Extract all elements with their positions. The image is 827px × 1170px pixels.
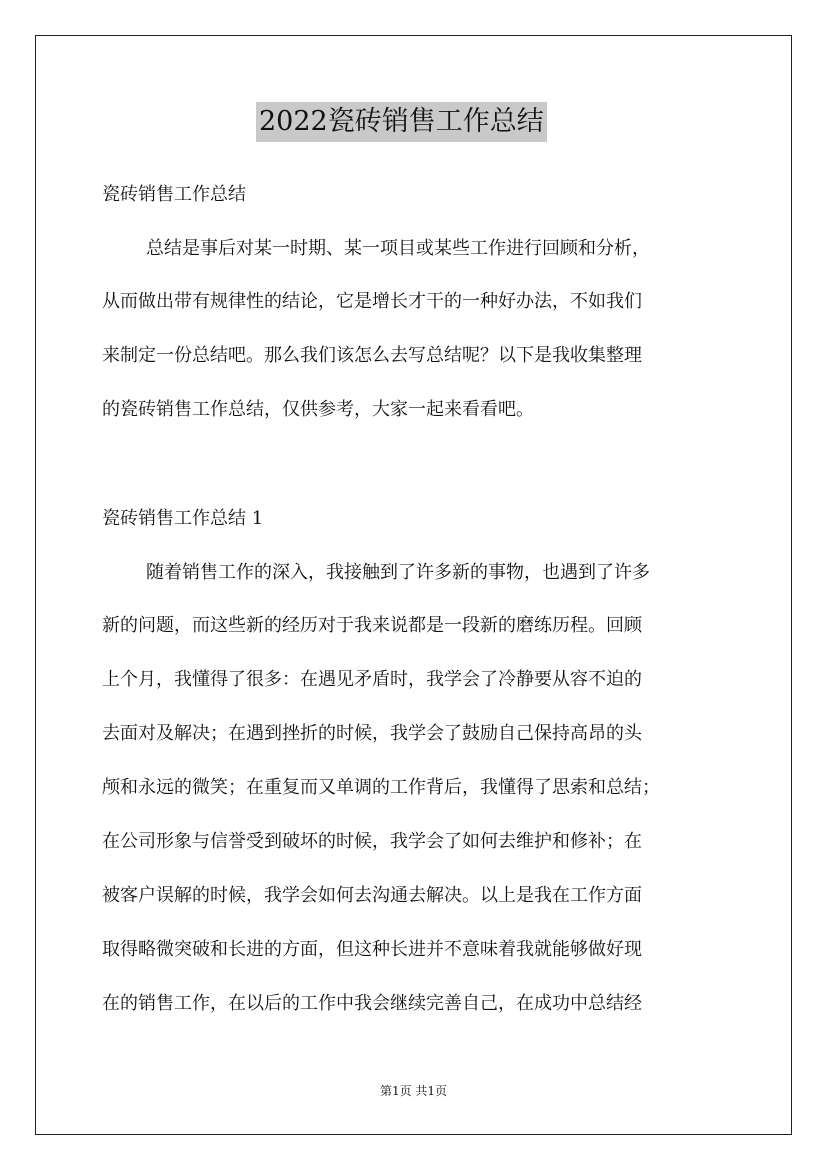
intro-line-1: 总结是事后对某一时期、某一项目或某些工作进行回顾和分析， xyxy=(146,238,650,259)
intro-line-4: 的瓷砖销售工作总结，仅供参考，大家一起来看看吧。 xyxy=(102,399,534,420)
section1-line-8: 取得略微突破和长进的方面，但这种长进并不意味着我就能够做好现 xyxy=(102,939,642,960)
section1-line-1: 随着销售工作的深入，我接触到了许多新的事物，也遇到了许多 xyxy=(146,562,650,583)
section1-line-4: 去面对及解决；在遇到挫折的时候，我学会了鼓励自己保持高昂的头 xyxy=(102,723,642,744)
section1-line-9: 在的销售工作，在以后的工作中我会继续完善自己，在成功中总结经 xyxy=(102,993,642,1014)
section1-heading: 瓷砖销售工作总结 1 xyxy=(102,508,264,529)
section1-line-6: 在公司形象与信誉受到破坏的时候，我学会了如何去维护和修补；在 xyxy=(102,831,642,852)
intro-line-2: 从而做出带有规律性的结论，它是增长才干的一种好办法，不如我们 xyxy=(102,291,642,312)
section1-line-5: 颅和永远的微笑；在重复而又单调的工作背后，我懂得了思索和总结； xyxy=(102,777,660,798)
section1-line-7: 被客户误解的时候，我学会如何去沟通去解决。以上是我在工作方面 xyxy=(102,885,642,906)
intro-line-3: 来制定一份总结吧。那么我们该怎么去写总结呢？以下是我收集整理 xyxy=(102,345,642,366)
section1-line-2: 新的问题，而这些新的经历对于我来说都是一段新的磨练历程。回顾 xyxy=(102,615,642,636)
intro-heading: 瓷砖销售工作总结 xyxy=(102,184,246,205)
document-title: 2022瓷砖销售工作总结 xyxy=(256,102,547,142)
section1-line-3: 上个月，我懂得了很多：在遇见矛盾时，我学会了冷静要从容不迫的 xyxy=(102,669,642,690)
page-footer: 第1页 共1页 xyxy=(379,1084,448,1098)
